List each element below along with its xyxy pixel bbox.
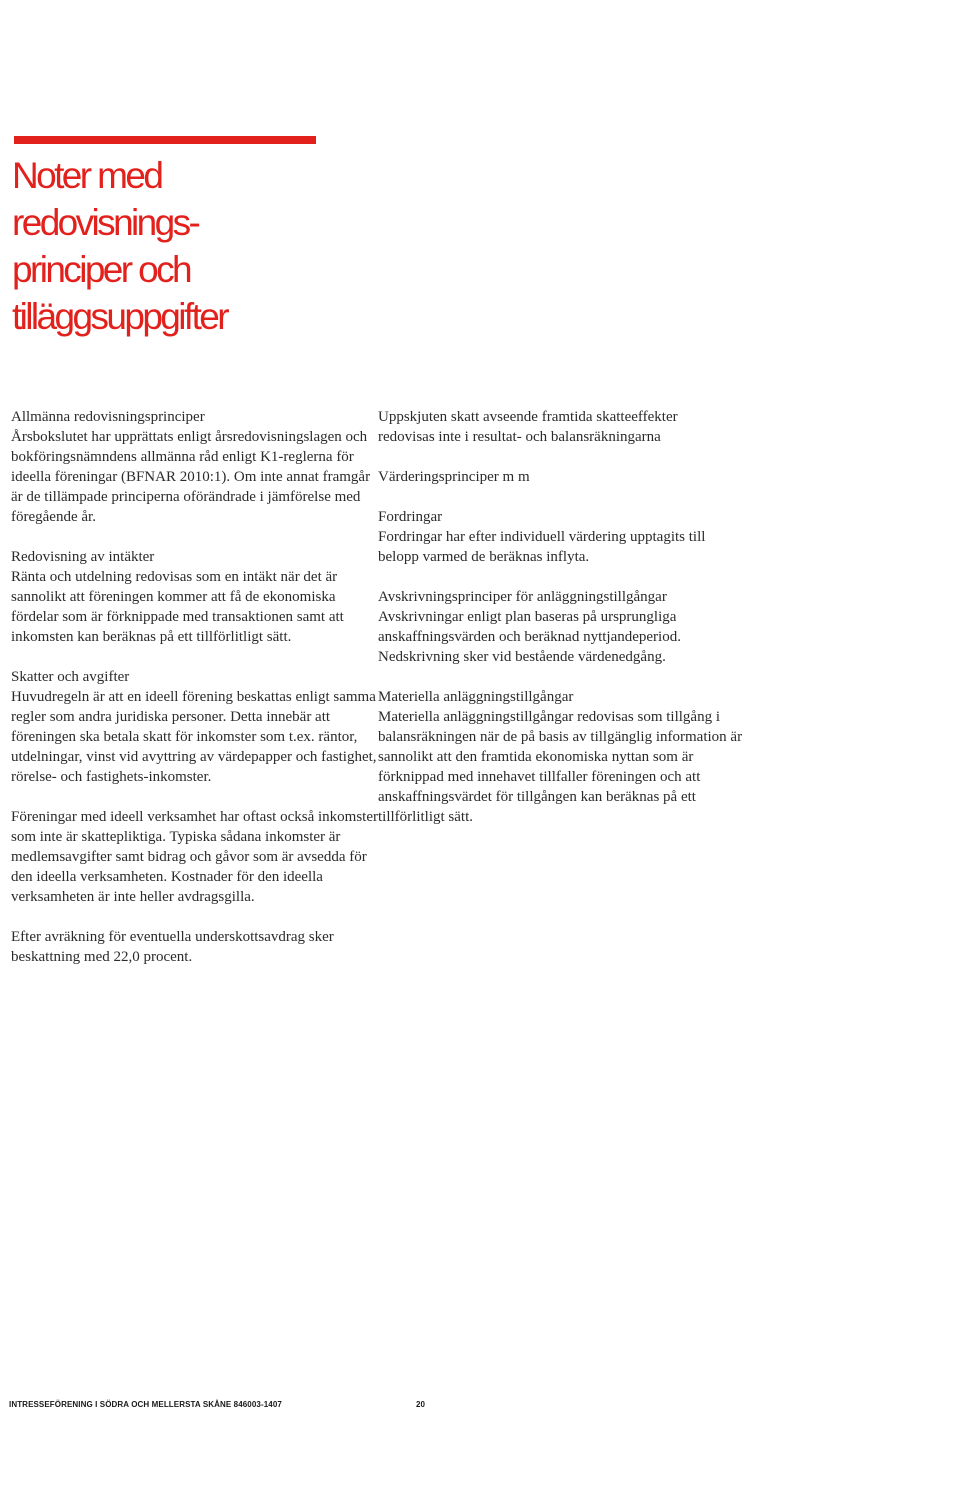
section-taxes (11, 667, 383, 787)
right-column (378, 407, 748, 847)
section-body: redovisas inte i resultat- och balansräkningarna (378, 429, 661, 445)
section-depreciation (378, 587, 748, 667)
left-column (11, 407, 383, 987)
section-heading: Värderingsprinciper m m (378, 469, 530, 485)
page-title (12, 152, 227, 340)
accent-bar (14, 136, 316, 144)
footer-organization: INTRESSEFÖRENING I SÖDRA OCH MELLERSTA SKÅNE 846003-1407 (9, 1400, 282, 1409)
section-tax-rate (11, 927, 383, 967)
section-body: Föreningar med ideell verksamhet har oftast också inkomster som inte är skattepliktiga. Typiska sådana inkomster är medlemsavgifter samt bidrag och gåvor som är avsedda för den ideella verksamheten. Kostnader för den ideella verksamheten är inte heller avdragsgilla. (11, 809, 378, 905)
section-heading: Allmänna redovisningsprinciper (11, 409, 205, 425)
section-body: Årsbokslutet har upprättats enligt årsredovisningslagen och bokföringsnämndens allmänna råd enligt K1-reglerna för ideella föreningar (BFNAR 2010:1). Om inte annat framgår är de tillämpade principerna oförändrade i jämförelse med föregående år. (11, 429, 371, 525)
section-tangible-assets (378, 687, 748, 827)
section-body: Huvudregeln är att en ideell förening beskattas enligt samma regler som andra juridiska personer. Detta innebär att föreningen ska betala skatt för inkomster som t.ex. räntor, utdelningar, vinst vid avyttring av värdepapper och fastighet, rörelse- och fastighets-inkomster. (11, 689, 377, 785)
section-valuation-principles (378, 467, 748, 487)
title-line: principer och (12, 249, 191, 290)
section-receivables (378, 507, 748, 567)
section-heading: Materiella anläggningstillgångar (378, 689, 574, 705)
section-heading: Uppskjuten skatt avseende framtida skatteeffekter (378, 409, 678, 425)
section-revenue-recognition (11, 547, 383, 647)
section-general-principles (11, 407, 383, 527)
section-body: Fordringar har efter individuell värdering upptagits till belopp varmed de beräknas inflyta. (378, 529, 706, 565)
section-body: Avskrivningar enligt plan baseras på ursprungliga anskaffningsvärden och beräknad nyttjandeperiod. Nedskrivning sker vid bestående värdenedgång. (378, 609, 681, 665)
section-heading: Skatter och avgifter (11, 669, 130, 685)
section-body: Efter avräkning för eventuella underskottsavdrag sker beskattning med 22,0 procent. (11, 929, 334, 965)
section-deferred-tax (378, 407, 748, 447)
section-heading: Avskrivningsprinciper för anläggningstillgångar (378, 589, 667, 605)
section-body: Ränta och utdelning redovisas som en intäkt när det är sannolikt att föreningen kommer att få de ekonomiska fördelar som är förknippade med transaktionen samt att inkomsten kan beräknas på ett tillförlitligt sätt. (11, 569, 344, 645)
section-body: Materiella anläggningstillgångar redovisas som tillgång i balansräkningen när de på basis av tillgänglig information är sannolikt att den framtida ekonomiska nyttan som är förknippad med innehavet tillfaller föreningen och att anskaffningsvärdet för tillgången kan beräknas på ett tillförlitligt sätt. (378, 709, 743, 825)
title-line: tilläggsuppgifter (12, 296, 227, 337)
title-line: Noter med (12, 155, 162, 196)
page-number: 20 (416, 1400, 426, 1409)
title-line: redovisnings- (12, 202, 199, 243)
section-heading: Fordringar (378, 509, 443, 525)
section-non-taxable-income (11, 807, 383, 907)
section-heading: Redovisning av intäkter (11, 549, 155, 565)
